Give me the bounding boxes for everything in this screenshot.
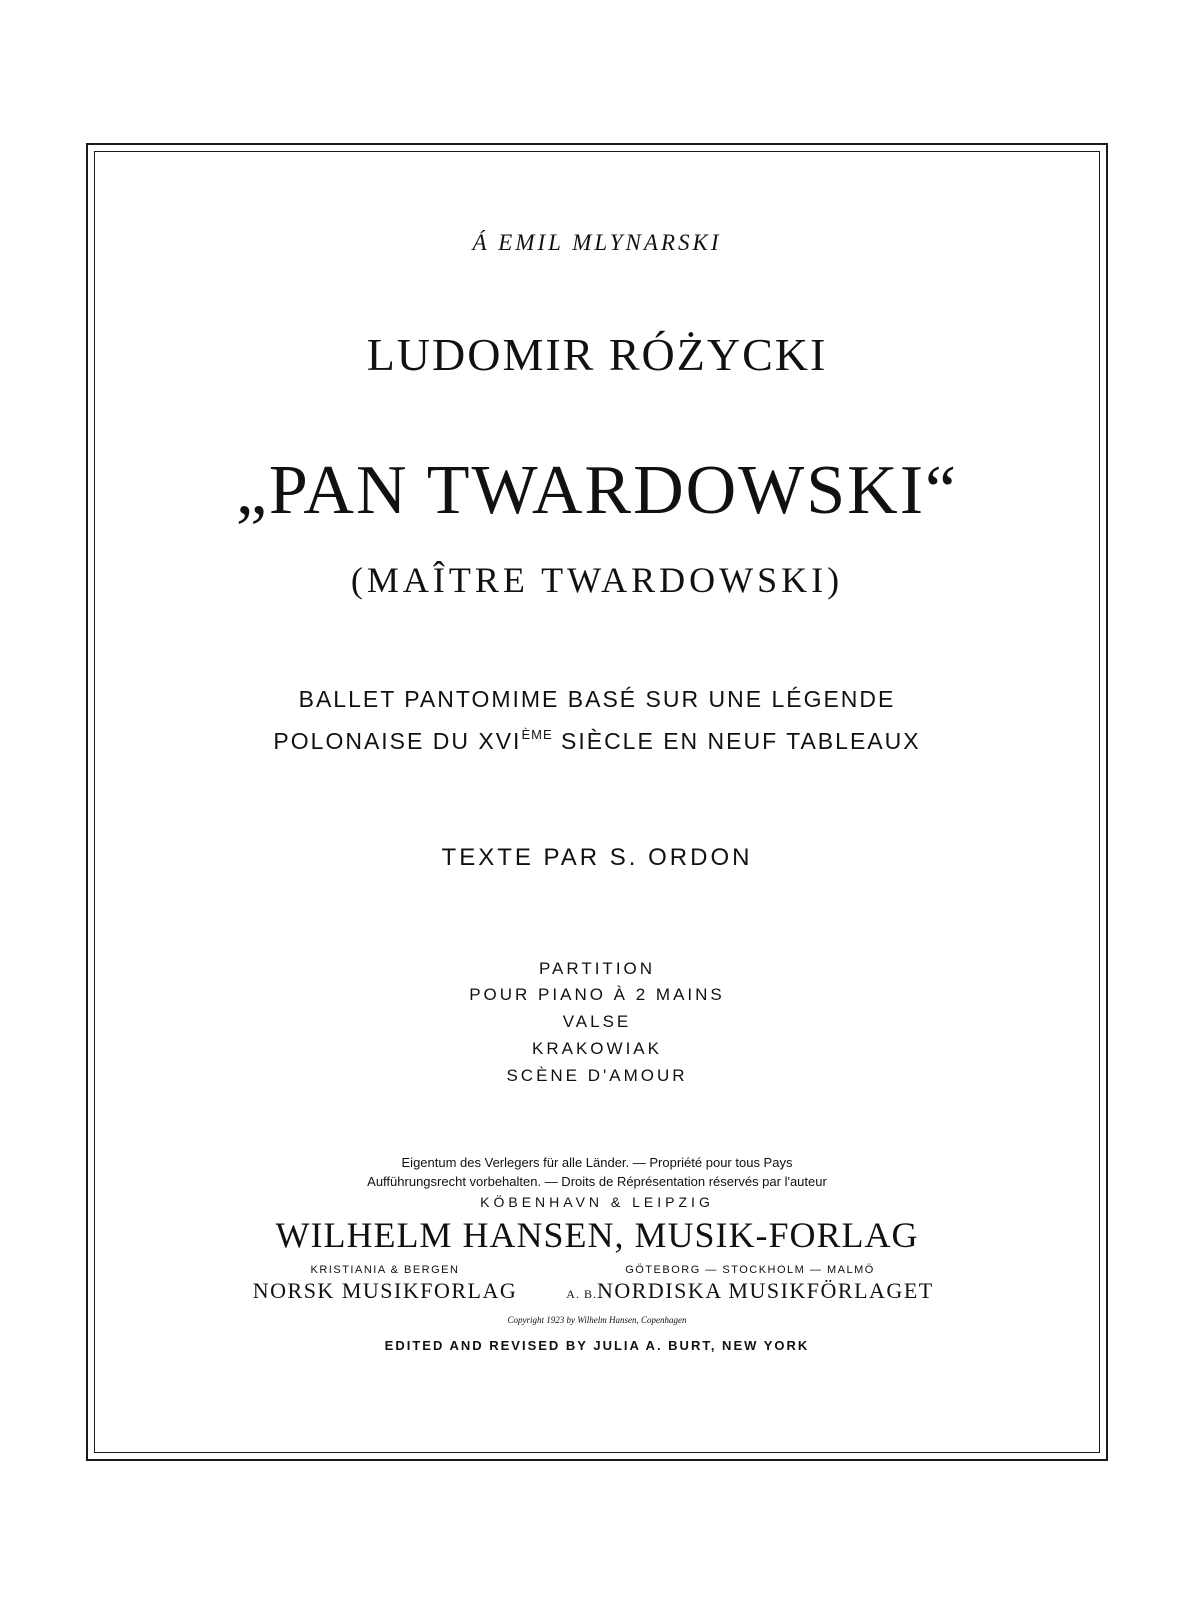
description-line-2-end: SIÈCLE EN NEUF TABLEAUX (552, 728, 921, 754)
description-line-2 (94, 727, 1100, 754)
text-author: TEXTE PAR S. ORDON (441, 844, 753, 871)
contents-item: SCÈNE D'AMOUR (506, 1066, 688, 1085)
branch-right-location: GÖTEBORG — STOCKHOLM — MALMÖ (625, 1264, 875, 1276)
dedication: Á EMIL MLYNARSKI (472, 230, 722, 255)
work-subtitle: (MAÎTRE TWARDOWSKI) (350, 560, 844, 600)
branch-right-name (550, 1280, 950, 1302)
contents-item: VALSE (562, 1012, 632, 1031)
copyright-notice: Copyright 1923 by Wilhelm Hansen, Copenhagen (507, 1315, 687, 1325)
work-title: „PAN TWARDOWSKI“ (235, 452, 959, 529)
contents-item: KRAKOWIAK (532, 1039, 662, 1058)
composer-name: LUDOMIR RÓŻYCKI (366, 329, 828, 380)
publisher-cities: KÖBENHAVN & LEIPZIG (480, 1194, 714, 1210)
editor-credit: EDITED AND REVISED BY JULIA A. BURT, NEW YORK (384, 1338, 810, 1353)
branch-right-label: NORDISKA MUSIKFÖRLAGET (596, 1278, 934, 1303)
publisher-name: WILHELM HANSEN, MUSIK-FORLAG (275, 1215, 919, 1255)
description-line-1: BALLET PANTOMIME BASÉ SUR UNE LÉGENDE (298, 686, 896, 712)
description-line-2-start: POLONAISE DU XVI (273, 728, 522, 754)
branch-right-prefix: A. B. (566, 1287, 597, 1301)
branch-left-name: NORSK MUSIKFORLAG (252, 1278, 518, 1303)
rights-notice-2: Aufführungsrecht vorbehalten. — Droits de Réprésentation réservés par l'auteur (367, 1174, 827, 1189)
rights-notice-1: Eigentum des Verlegers für alle Länder. — Propriété pour tous Pays (401, 1155, 793, 1170)
contents-item: POUR PIANO À 2 MAINS (469, 985, 725, 1004)
contents-item: PARTITION (538, 959, 656, 978)
description-line-2-superscript: ÈME (521, 727, 553, 742)
branch-left-location: KRISTIANIA & BERGEN (310, 1264, 460, 1276)
